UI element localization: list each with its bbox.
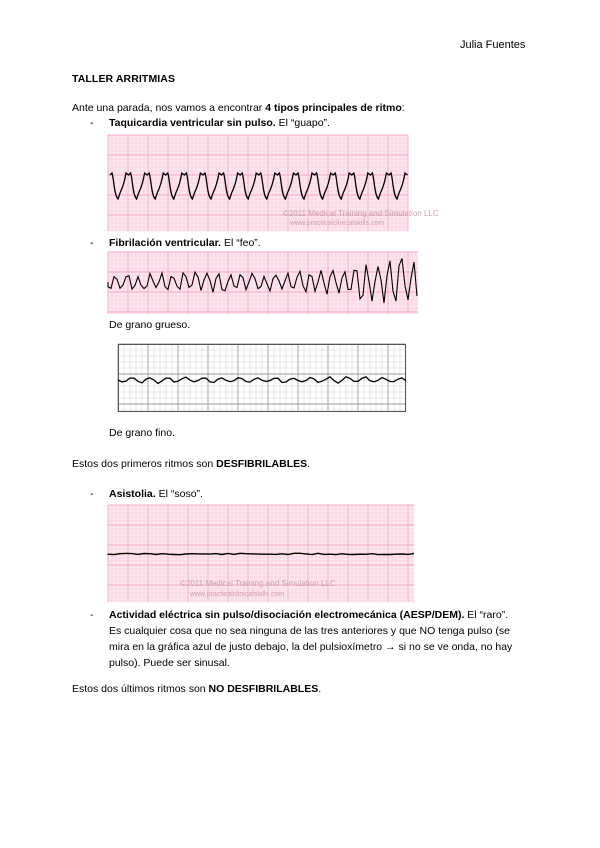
summary1-bold: DESFIBRILABLES bbox=[216, 458, 308, 470]
list-item-asistolia bbox=[109, 487, 203, 502]
list-item-tv bbox=[109, 116, 330, 131]
item-desc: El “guapo”. bbox=[275, 117, 330, 129]
fine-caption: De grano fino. bbox=[109, 427, 175, 439]
item-name: Fibrilación ventricular. bbox=[109, 237, 222, 249]
bullet-marker: - bbox=[90, 609, 94, 621]
item-name: Asistolia. bbox=[109, 488, 156, 500]
item-name: Actividad eléctrica sin pulso/disociación electromecánica (AESP/DEM). bbox=[109, 609, 465, 621]
list-item-fv bbox=[109, 236, 261, 251]
ecg-strip-fv-fine bbox=[118, 344, 406, 412]
ecg-strip-tv bbox=[108, 135, 439, 231]
coarse-caption: De grano grueso. bbox=[109, 319, 191, 331]
item-desc: El “raro”. Es cualquier cosa que no sea ninguna de las tres anteriores y que NO tenga pulso (se mira en la gráfica azul de justo debajo, la del pulsioxímetro → si no se ve onda, no hay pulso). Puede ser sinusal. bbox=[109, 609, 513, 669]
watermark-line2: www.practicalclinicalskills.com bbox=[290, 220, 385, 227]
bullet-marker: - bbox=[90, 237, 94, 249]
list-item-aesp bbox=[109, 607, 519, 671]
summary1-prefix: Estos dos primeros ritmos son bbox=[72, 458, 217, 470]
summary2-prefix: Estos dos últimos ritmos son bbox=[72, 683, 209, 695]
summary1-suffix: . bbox=[307, 458, 311, 470]
bullet-marker: - bbox=[90, 488, 94, 500]
author-name: Julia Fuentes bbox=[460, 39, 526, 51]
summary2-bold: NO DESFIBRILABLES bbox=[208, 683, 319, 695]
summary-1 bbox=[72, 457, 310, 471]
watermark-line1: ©2011 Medical Training and Simulation LLC bbox=[283, 209, 439, 218]
item-name: Taquicardia ventricular sin pulso. bbox=[109, 117, 276, 129]
ecg-strip-fv-coarse bbox=[108, 252, 418, 314]
summary-2 bbox=[72, 682, 321, 696]
bullet-marker: - bbox=[90, 117, 94, 129]
item-desc: El “soso”. bbox=[155, 488, 203, 500]
document-title: TALLER ARRITMIAS bbox=[72, 73, 176, 85]
watermark-line1: ©2011 Medical Training and Simulation LLC bbox=[180, 579, 336, 588]
item-desc: El “feo”. bbox=[221, 237, 261, 249]
intro-line bbox=[72, 101, 405, 115]
summary2-suffix: . bbox=[318, 683, 322, 695]
watermark-line2: www.practicalclinicalskills.com bbox=[190, 591, 285, 598]
intro-suffix: : bbox=[401, 102, 405, 114]
intro-prefix: Ante una parada, nos vamos a encontrar bbox=[72, 102, 266, 114]
ecg-strip-asistolia bbox=[108, 505, 414, 602]
intro-bold: 4 tipos principales de ritmo bbox=[265, 102, 402, 114]
